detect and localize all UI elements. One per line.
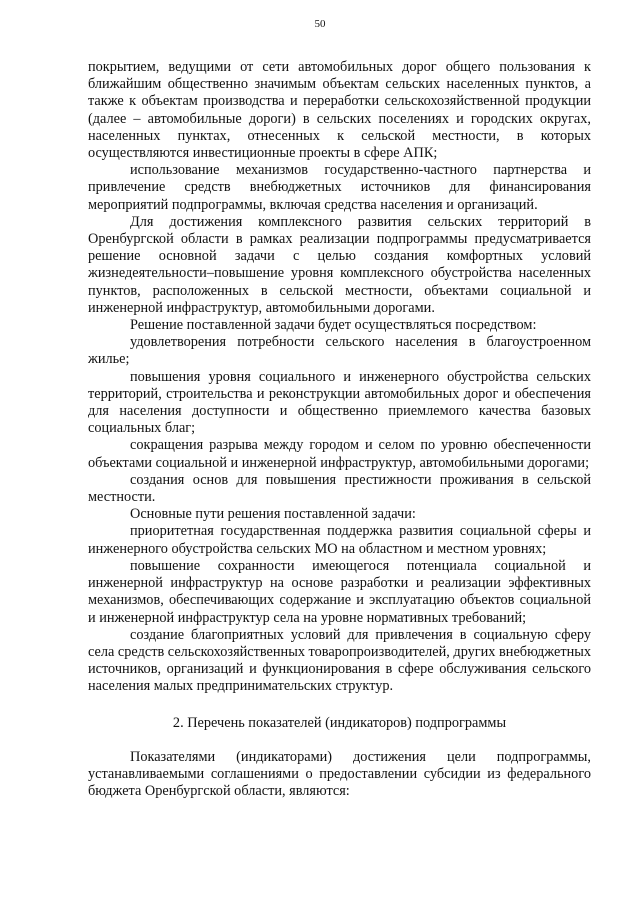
paragraph: Для достижения комплексного развития сельских территорий в Оренбургской области в рамках реализации подпрограммы предусматривается решение основной задачи с целью создания комфортных условий жизнедеятельности–повышение уровня комплексного обустройства населенных пунктов, расположенных в сельской местности, объектами социальной и инженерной инфраструктур, автомобильными дорогами.: [88, 213, 591, 316]
section-paragraph: Показателями (индикаторами) достижения цели подпрограммы, устанавливаемыми соглашениями о предоставлении субсидии из федерального бюджета Оренбургской области, являются:: [88, 748, 591, 800]
paragraph: Основные пути решения поставленной задачи:: [130, 506, 416, 523]
paragraph: покрытием, ведущими от сети автомобильных дорог общего пользования к ближайшим общественно значимым объектам сельских населенных пунктов, а также к объектам производства и переработки сельскохозяйственной продукции (далее – автомобильные дороги) в сельских поселениях и городских округах, населенных пунктах, отнесенных к сельской местности, в которых осуществляются инвестиционные проекты в сфере АПК;: [88, 59, 591, 162]
section-heading: 2. Перечень показателей (индикаторов) подпрограммы: [172, 714, 507, 731]
page-number: 50: [314, 18, 326, 30]
page-body: [88, 59, 591, 800]
paragraph: приоритетная государственная поддержка развития социальной сферы и инженерного обустройства сельских МО на областном и местном уровнях;: [88, 523, 591, 557]
paragraph: Решение поставленной задачи будет осуществляться посредством:: [130, 317, 537, 334]
paragraph: повышение сохранности имеющегося потенциала социальной и инженерной инфраструктур на основе разработки и реализации эффективных механизмов, обеспечивающих содержание и эксплуатацию объектов социальной и инженерной инфраструктур села на уровне нормативных требований;: [88, 557, 591, 626]
paragraph: создание благоприятных условий для привлечения в социальную сферу села средств сельскохозяйственных товаропроизводителей, других внебюджетных источников, организаций и функционирования в сфере обслуживания сельского населения малых предпринимательских структур.: [88, 626, 591, 695]
paragraph: повышения уровня социального и инженерного обустройства сельских территорий, строительства и реконструкции автомобильных дорог и обеспечения для населения доступности и общественно приемлемого качества базовых социальных благ;: [88, 368, 591, 437]
paragraph: создания основ для повышения престижности проживания в сельской местности.: [88, 471, 591, 506]
paragraph: сокращения разрыва между городом и селом по уровню обеспеченности объектами социальной и инженерной инфраструктур, автомобильными дорогами;: [88, 437, 591, 471]
paragraph: использование механизмов государственно-частного партнерства и привлечение средств внебюджетных источников для финансирования мероприятий подпрограммы, включая средства населения и организаций.: [88, 162, 591, 213]
paragraph: удовлетворения потребности сельского населения в благоустроенном жилье;: [88, 334, 591, 368]
